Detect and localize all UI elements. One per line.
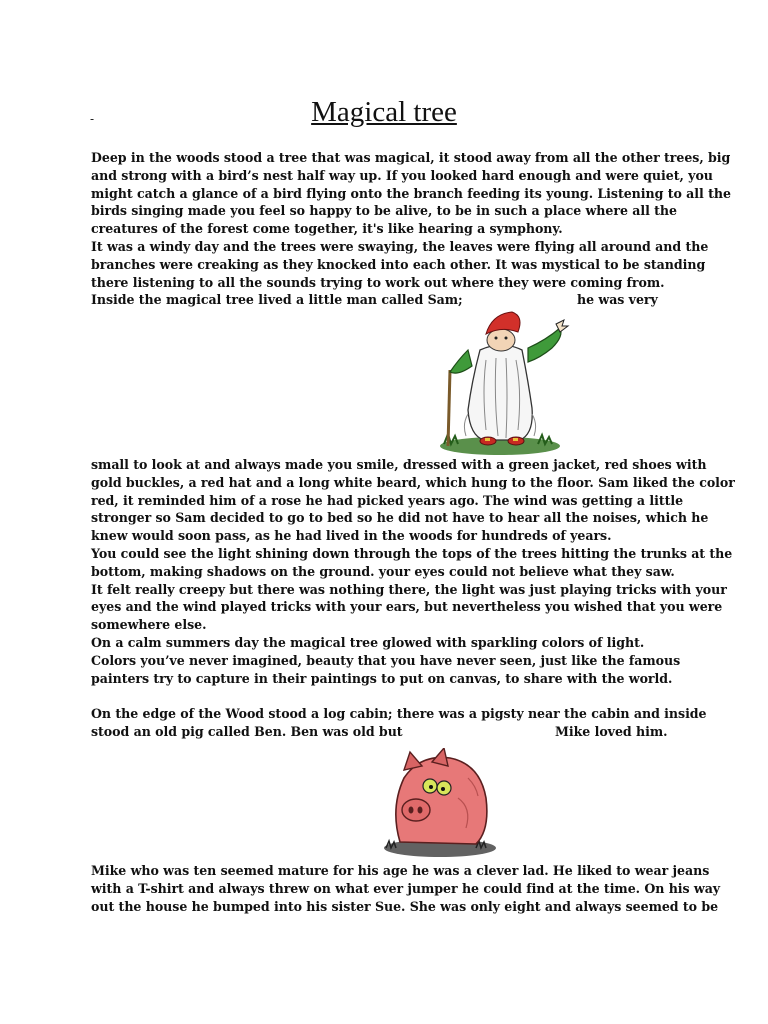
text-line: with a T-shirt and always threw on what ever jumper he could find at the time. On his way [91, 880, 721, 896]
text-line: and strong with a bird’s nest half way up. If you looked hard enough and were quiet, you [91, 167, 713, 183]
text-line: small to look at and always made you smile, dressed with a green jacket, red shoes with [91, 457, 707, 472]
text-line: creatures of the forest come together, it's like hearing a symphony. [91, 221, 563, 237]
text-line: It felt really creepy but there was nothing there, the light was just playing tricks with your [91, 581, 727, 597]
text-line: eyes and the wind played tricks with your ears, but nevertheless you wished that you were [91, 599, 723, 615]
text-line: On the edge of the Wood stood a log cabin; there was a pigsty near the cabin and inside [91, 706, 707, 722]
text-line: It was a windy day and the trees were swaying, the leaves were flying all around and the [91, 238, 709, 254]
text-line: stronger so Sam decided to go to bed so he did not have to hear all the noises, which he [91, 510, 709, 526]
pig-illustration [380, 748, 500, 860]
ben-intro-continued: Mike loved him. [555, 723, 668, 739]
text-line-sam [91, 291, 691, 309]
ben-intro-text: stood an old pig called Ben. Ben was old but [91, 723, 403, 739]
text-line: branches were creaking as they knocked into each other. It was mystical to be standing [91, 256, 706, 272]
blank-line [91, 687, 691, 705]
text-line: knew would soon pass, as he had lived in the woods for hundreds of years. [91, 528, 612, 544]
text-line: might catch a glance of a bird flying onto the branch feeding its young. Listening to all the [91, 185, 731, 201]
sam-intro-continued: he was very [577, 292, 658, 308]
page-title: Magical tree [311, 96, 457, 128]
text-line: Colors you’ve never imagined, beauty that you have never seen, just like the famous [91, 652, 681, 668]
text-line: somewhere else. [91, 617, 207, 633]
paragraph-block-2 [91, 456, 735, 741]
gnome-illustration [428, 310, 576, 456]
text-line: out the house he bumped into his sister Sue. She was only eight and always seemed to be [91, 898, 719, 914]
text-line: You could see the light shining down through the tops of the trees hitting the trunks at the [91, 545, 733, 561]
text-line-ben [91, 723, 691, 741]
text-line: red, it reminded him of a rose he had picked years ago. The wind was getting a little [91, 492, 684, 508]
text-line: Mike who was ten seemed mature for his age he was a clever lad. He liked to wear jeans [91, 863, 710, 878]
paragraph-block-3 [91, 862, 721, 915]
sam-intro-text: Inside the magical tree lived a little man called Sam; [91, 292, 463, 308]
text-line: gold buckles, a red hat and a long white beard, which hung to the floor. Sam liked the color [91, 474, 735, 490]
dash-marker: - [90, 112, 95, 126]
text-line: there listening to all the sounds trying to work out where they were coming from. [91, 274, 665, 290]
text-line: painters try to capture in their paintings to put on canvas, to share with the world. [91, 670, 673, 686]
text-line: On a calm summers day the magical tree glowed with sparkling colors of light. [91, 634, 645, 650]
text-line: bottom, making shadows on the ground. your eyes could not believe what they saw. [91, 563, 675, 579]
text-line: Deep in the woods stood a tree that was magical, it stood away from all the other trees, big [91, 150, 731, 165]
paragraph-block-1 [91, 149, 731, 309]
text-line: birds singing made you feel so happy to be alive, to be in such a place where all the [91, 203, 678, 219]
